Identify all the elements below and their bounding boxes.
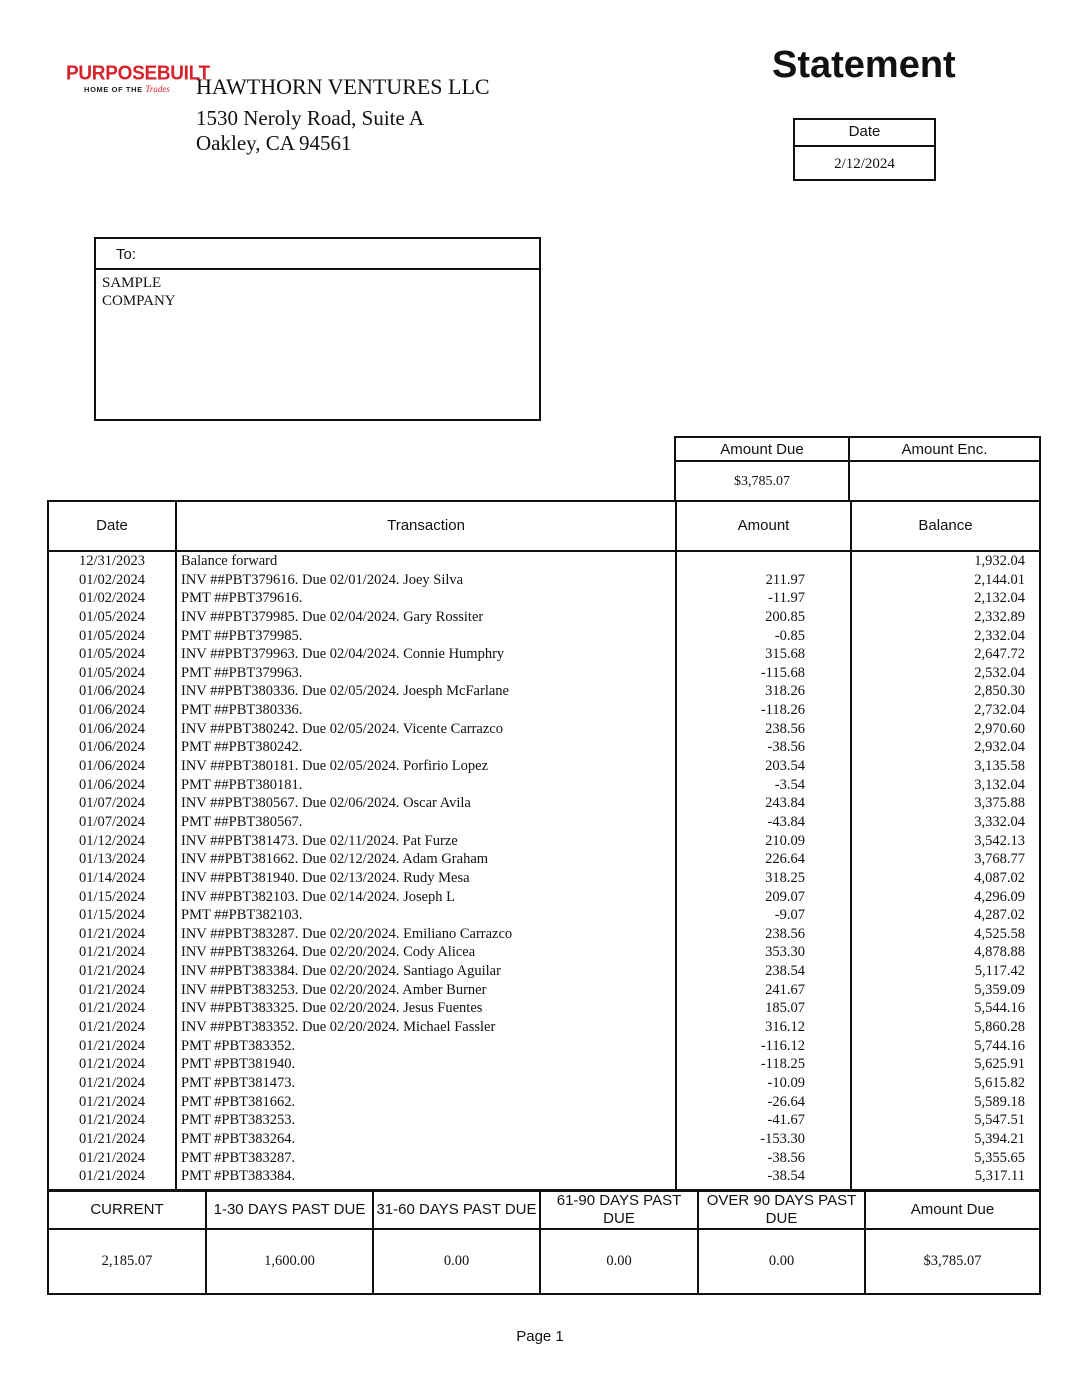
table-row	[49, 1130, 1039, 1149]
date-label: Date	[795, 120, 934, 147]
row-date: 01/06/2024	[78, 758, 146, 775]
row-transaction: PMT ##PBT380181.	[181, 776, 303, 793]
aging-header: CURRENT	[49, 1192, 207, 1230]
row-date: 01/21/2024	[78, 944, 146, 961]
row-transaction: INV ##PBT383253. Due 02/20/2024. Amber Burner	[181, 981, 487, 998]
row-balance: 4,287.02	[974, 907, 1025, 924]
row-amount: 238.54	[765, 963, 805, 980]
row-amount: 200.85	[765, 608, 805, 625]
row-date: 01/15/2024	[78, 888, 146, 905]
row-transaction: PMT #PBT383253.	[181, 1112, 296, 1129]
row-date: 01/21/2024	[78, 1019, 146, 1036]
aging-value: 0.00	[541, 1230, 699, 1293]
row-transaction: Balance forward	[181, 553, 278, 569]
row-amount: -116.12	[760, 1037, 805, 1054]
row-date: 01/06/2024	[78, 720, 146, 737]
row-date: 01/21/2024	[78, 1149, 146, 1166]
table-row	[49, 682, 1039, 701]
company-address-line2: Oakley, CA 94561	[196, 131, 352, 155]
brand-logo	[66, 62, 210, 95]
row-balance: 3,768.77	[974, 851, 1025, 868]
row-date: 01/05/2024	[78, 608, 146, 625]
row-balance: 2,970.60	[974, 720, 1025, 737]
row-transaction: INV ##PBT380181. Due 02/05/2024. Porfirio Lopez	[181, 758, 489, 775]
row-amount: 243.84	[765, 795, 805, 812]
row-date: 01/06/2024	[78, 739, 146, 756]
table-row	[49, 757, 1039, 776]
row-balance: 4,525.58	[974, 925, 1025, 942]
row-date: 12/31/2023	[78, 553, 146, 569]
row-balance: 5,117.42	[974, 963, 1025, 980]
row-date: 01/21/2024	[78, 1000, 146, 1017]
row-transaction: PMT ##PBT380567.	[181, 813, 303, 830]
row-date: 01/21/2024	[78, 1168, 146, 1185]
row-balance: 5,625.91	[974, 1056, 1025, 1073]
row-transaction: INV ##PBT380242. Due 02/05/2024. Vicente Carrazco	[181, 720, 503, 737]
row-balance: 2,647.72	[974, 646, 1025, 663]
table-row	[49, 589, 1039, 608]
row-amount: -38.54	[767, 1168, 805, 1185]
amount-due-value: $3,785.07	[676, 462, 850, 502]
row-date: 01/07/2024	[78, 813, 146, 830]
row-amount: -26.64	[767, 1093, 805, 1110]
row-date: 01/21/2024	[78, 1130, 146, 1147]
aging-header: Amount Due	[866, 1192, 1039, 1230]
row-transaction: PMT #PBT383287.	[181, 1149, 296, 1166]
logo-tagline	[66, 84, 188, 95]
row-amount: -9.07	[774, 907, 805, 924]
row-date: 01/06/2024	[78, 702, 146, 719]
row-transaction: INV ##PBT383325. Due 02/20/2024. Jesus Fuentes	[181, 1000, 483, 1017]
row-transaction: INV ##PBT381940. Due 02/13/2024. Rudy Mesa	[181, 869, 470, 886]
row-date: 01/07/2024	[78, 795, 146, 812]
row-transaction: INV ##PBT382103. Due 02/14/2024. Joseph L	[181, 888, 456, 905]
aging-value: 1,600.00	[207, 1230, 374, 1293]
row-transaction: INV ##PBT379963. Due 02/04/2024. Connie Humphry	[181, 646, 505, 663]
header-date: Date	[96, 517, 128, 534]
row-balance: 5,394.21	[974, 1130, 1025, 1147]
table-row	[49, 869, 1039, 888]
aging-header: 61-90 DAYS PAST DUE	[541, 1192, 699, 1230]
row-amount: 226.64	[765, 851, 805, 868]
row-transaction: INV ##PBT383384. Due 02/20/2024. Santiago Aguilar	[181, 963, 501, 980]
row-balance: 4,878.88	[974, 944, 1025, 961]
row-transaction: INV ##PBT379985. Due 02/04/2024. Gary Rossiter	[181, 608, 484, 625]
table-row	[49, 645, 1039, 664]
row-transaction: PMT #PBT383384.	[181, 1168, 296, 1185]
row-transaction: PMT ##PBT380242.	[181, 739, 303, 756]
row-transaction: PMT ##PBT379963.	[181, 664, 303, 681]
table-row	[49, 981, 1039, 1000]
row-balance: 3,135.58	[974, 758, 1025, 775]
table-row	[49, 1037, 1039, 1056]
row-date: 01/14/2024	[78, 869, 146, 886]
row-amount: 238.56	[765, 925, 805, 942]
row-amount: -115.68	[760, 664, 805, 681]
company-address	[196, 106, 424, 156]
logo-tagline-script: Trades	[145, 84, 170, 94]
table-body	[49, 552, 1039, 1186]
logo-brand-text: PURPOSEBUILT	[66, 62, 210, 85]
aging-value: $3,785.07	[923, 1253, 982, 1269]
row-date: 01/12/2024	[78, 832, 146, 849]
table-row	[49, 925, 1039, 944]
row-amount: -0.85	[774, 627, 805, 644]
row-date: 01/02/2024	[78, 571, 146, 588]
row-balance: 3,132.04	[974, 776, 1025, 793]
row-balance: 3,375.88	[974, 795, 1025, 812]
table-row	[49, 999, 1039, 1018]
table-row	[49, 1167, 1039, 1186]
recipient-address	[96, 270, 539, 314]
row-amount: -41.67	[767, 1112, 805, 1129]
statement-date-box	[793, 118, 936, 181]
table-row	[49, 552, 1039, 571]
table-row	[49, 571, 1039, 590]
row-date: 01/21/2024	[78, 1112, 146, 1129]
row-amount: 315.68	[765, 646, 805, 663]
amount-enclosed-label: Amount Enc.	[850, 438, 1039, 462]
logo-tagline-text: HOME OF THE	[84, 85, 143, 94]
table-row	[49, 832, 1039, 851]
row-amount: -153.30	[760, 1130, 805, 1147]
table-row	[49, 962, 1039, 981]
row-amount: 211.97	[765, 571, 805, 588]
row-date: 01/05/2024	[78, 664, 146, 681]
row-transaction: PMT ##PBT382103.	[181, 907, 303, 924]
row-amount: 203.54	[765, 758, 805, 775]
table-row	[49, 888, 1039, 907]
recipient-line1: SAMPLE	[102, 275, 162, 291]
table-row	[49, 794, 1039, 813]
table-row	[49, 850, 1039, 869]
row-amount: -10.09	[767, 1074, 805, 1091]
row-date: 01/05/2024	[78, 627, 146, 644]
row-date: 01/21/2024	[78, 925, 146, 942]
row-balance: 2,144.01	[974, 571, 1025, 588]
table-row	[49, 906, 1039, 925]
row-transaction: PMT #PBT383352.	[181, 1037, 296, 1054]
row-balance: 3,542.13	[974, 832, 1025, 849]
company-address-line1: 1530 Neroly Road, Suite A	[196, 106, 425, 130]
row-amount: 318.26	[765, 683, 805, 700]
document-title: Statement	[772, 44, 956, 86]
aging-header: OVER 90 DAYS PAST DUE	[699, 1192, 866, 1230]
row-balance: 2,850.30	[974, 683, 1025, 700]
row-date: 01/13/2024	[78, 851, 146, 868]
company-name: HAWTHORN VENTURES LLC	[196, 74, 490, 99]
recipient-label: To:	[96, 239, 539, 270]
row-amount: -11.97	[768, 590, 805, 607]
recipient-box	[94, 237, 541, 421]
table-row	[49, 701, 1039, 720]
row-balance: 5,359.09	[974, 981, 1025, 998]
row-balance: 5,744.16	[974, 1037, 1025, 1054]
recipient-line2: COMPANY	[102, 293, 176, 309]
row-balance: 5,615.82	[974, 1074, 1025, 1091]
row-amount: -38.56	[767, 1149, 805, 1166]
row-amount: -43.84	[767, 813, 805, 830]
row-transaction: INV ##PBT379616. Due 02/01/2024. Joey Silva	[181, 571, 464, 588]
row-amount: 209.07	[765, 888, 805, 905]
table-row	[49, 943, 1039, 962]
row-transaction: INV ##PBT380567. Due 02/06/2024. Oscar Avila	[181, 795, 471, 812]
aging-value: 0.00	[699, 1230, 866, 1293]
page-number: Page 1	[516, 1328, 564, 1345]
table-row	[49, 738, 1039, 757]
row-balance: 5,547.51	[974, 1112, 1025, 1129]
table-row	[49, 608, 1039, 627]
row-amount: 318.25	[765, 869, 805, 886]
row-transaction: INV ##PBT381662. Due 02/12/2024. Adam Graham	[181, 851, 489, 868]
aging-header: 1-30 DAYS PAST DUE	[207, 1192, 374, 1230]
table-row	[49, 1055, 1039, 1074]
aging-header: 31-60 DAYS PAST DUE	[374, 1192, 541, 1230]
row-amount: 185.07	[765, 1000, 805, 1017]
row-date: 01/21/2024	[78, 1056, 146, 1073]
row-date: 01/15/2024	[78, 907, 146, 924]
row-balance: 5,544.16	[974, 1000, 1025, 1017]
row-balance: 1,932.04	[974, 553, 1025, 569]
row-transaction: INV ##PBT383352. Due 02/20/2024. Michael Fassler	[181, 1019, 496, 1036]
table-row	[49, 664, 1039, 683]
row-transaction: PMT #PBT381662.	[181, 1093, 296, 1110]
row-balance: 5,589.18	[974, 1093, 1025, 1110]
row-date: 01/05/2024	[78, 646, 146, 663]
amount-due-label: Amount Due	[676, 438, 850, 462]
table-header	[49, 502, 1039, 552]
amount-summary-box	[674, 436, 1041, 500]
table-row	[49, 813, 1039, 832]
table-row	[49, 627, 1039, 646]
table-row	[49, 1074, 1039, 1093]
table-row	[49, 1111, 1039, 1130]
table-row	[49, 720, 1039, 739]
header-transaction: Transaction	[387, 517, 465, 534]
row-balance: 2,732.04	[974, 702, 1025, 719]
row-amount: -118.26	[760, 702, 805, 719]
row-balance: 3,332.04	[974, 813, 1025, 830]
row-balance: 5,860.28	[974, 1019, 1025, 1036]
row-amount: 316.12	[765, 1019, 805, 1036]
row-balance: 2,132.04	[974, 590, 1025, 607]
row-balance: 2,532.04	[974, 664, 1025, 681]
row-transaction: PMT ##PBT380336.	[181, 702, 303, 719]
row-date: 01/21/2024	[78, 963, 146, 980]
row-transaction: PMT ##PBT379616.	[181, 590, 303, 607]
row-date: 01/06/2024	[78, 776, 146, 793]
row-date: 01/02/2024	[78, 590, 146, 607]
row-transaction: INV ##PBT383287. Due 02/20/2024. Emiliano Carrazco	[181, 925, 513, 942]
amount-enclosed-value	[850, 462, 1039, 502]
row-transaction: INV ##PBT380336. Due 02/05/2024. Joesph McFarlane	[181, 683, 509, 700]
row-date: 01/21/2024	[78, 1074, 146, 1091]
row-amount: -38.56	[767, 739, 805, 756]
row-transaction: PMT #PBT383264.	[181, 1130, 296, 1147]
table-row	[49, 776, 1039, 795]
row-transaction: PMT #PBT381473.	[181, 1074, 296, 1091]
table-row	[49, 1149, 1039, 1168]
row-balance: 2,332.04	[974, 627, 1025, 644]
row-balance: 2,932.04	[974, 739, 1025, 756]
row-amount: 210.09	[765, 832, 805, 849]
date-value: 2/12/2024	[834, 156, 895, 172]
header-balance: Balance	[918, 517, 973, 534]
row-amount: 241.67	[765, 981, 805, 998]
table-row	[49, 1018, 1039, 1037]
row-balance: 5,317.11	[974, 1168, 1025, 1185]
row-balance: 4,296.09	[974, 888, 1025, 905]
table-row	[49, 1093, 1039, 1112]
row-amount: -118.25	[760, 1056, 805, 1073]
row-date: 01/21/2024	[78, 1093, 146, 1110]
row-transaction: INV ##PBT381473. Due 02/11/2024. Pat Furze	[181, 832, 458, 849]
aging-value: 2,185.07	[49, 1230, 207, 1293]
row-date: 01/21/2024	[78, 1037, 146, 1054]
row-balance: 2,332.89	[974, 608, 1025, 625]
header-amount: Amount	[737, 517, 790, 534]
row-date: 01/06/2024	[78, 683, 146, 700]
row-transaction: INV ##PBT383264. Due 02/20/2024. Cody Alicea	[181, 944, 476, 961]
row-amount: 353.30	[765, 944, 805, 961]
row-transaction: PMT ##PBT379985.	[181, 627, 303, 644]
row-transaction: PMT #PBT381940.	[181, 1056, 296, 1073]
row-balance: 5,355.65	[974, 1149, 1025, 1166]
row-balance: 4,087.02	[974, 869, 1025, 886]
row-amount: 238.56	[765, 720, 805, 737]
aging-summary-table	[47, 1190, 1041, 1295]
aging-value: 0.00	[374, 1230, 541, 1293]
row-amount: -3.54	[774, 776, 805, 793]
row-date: 01/21/2024	[78, 981, 146, 998]
transactions-table	[47, 500, 1041, 1191]
